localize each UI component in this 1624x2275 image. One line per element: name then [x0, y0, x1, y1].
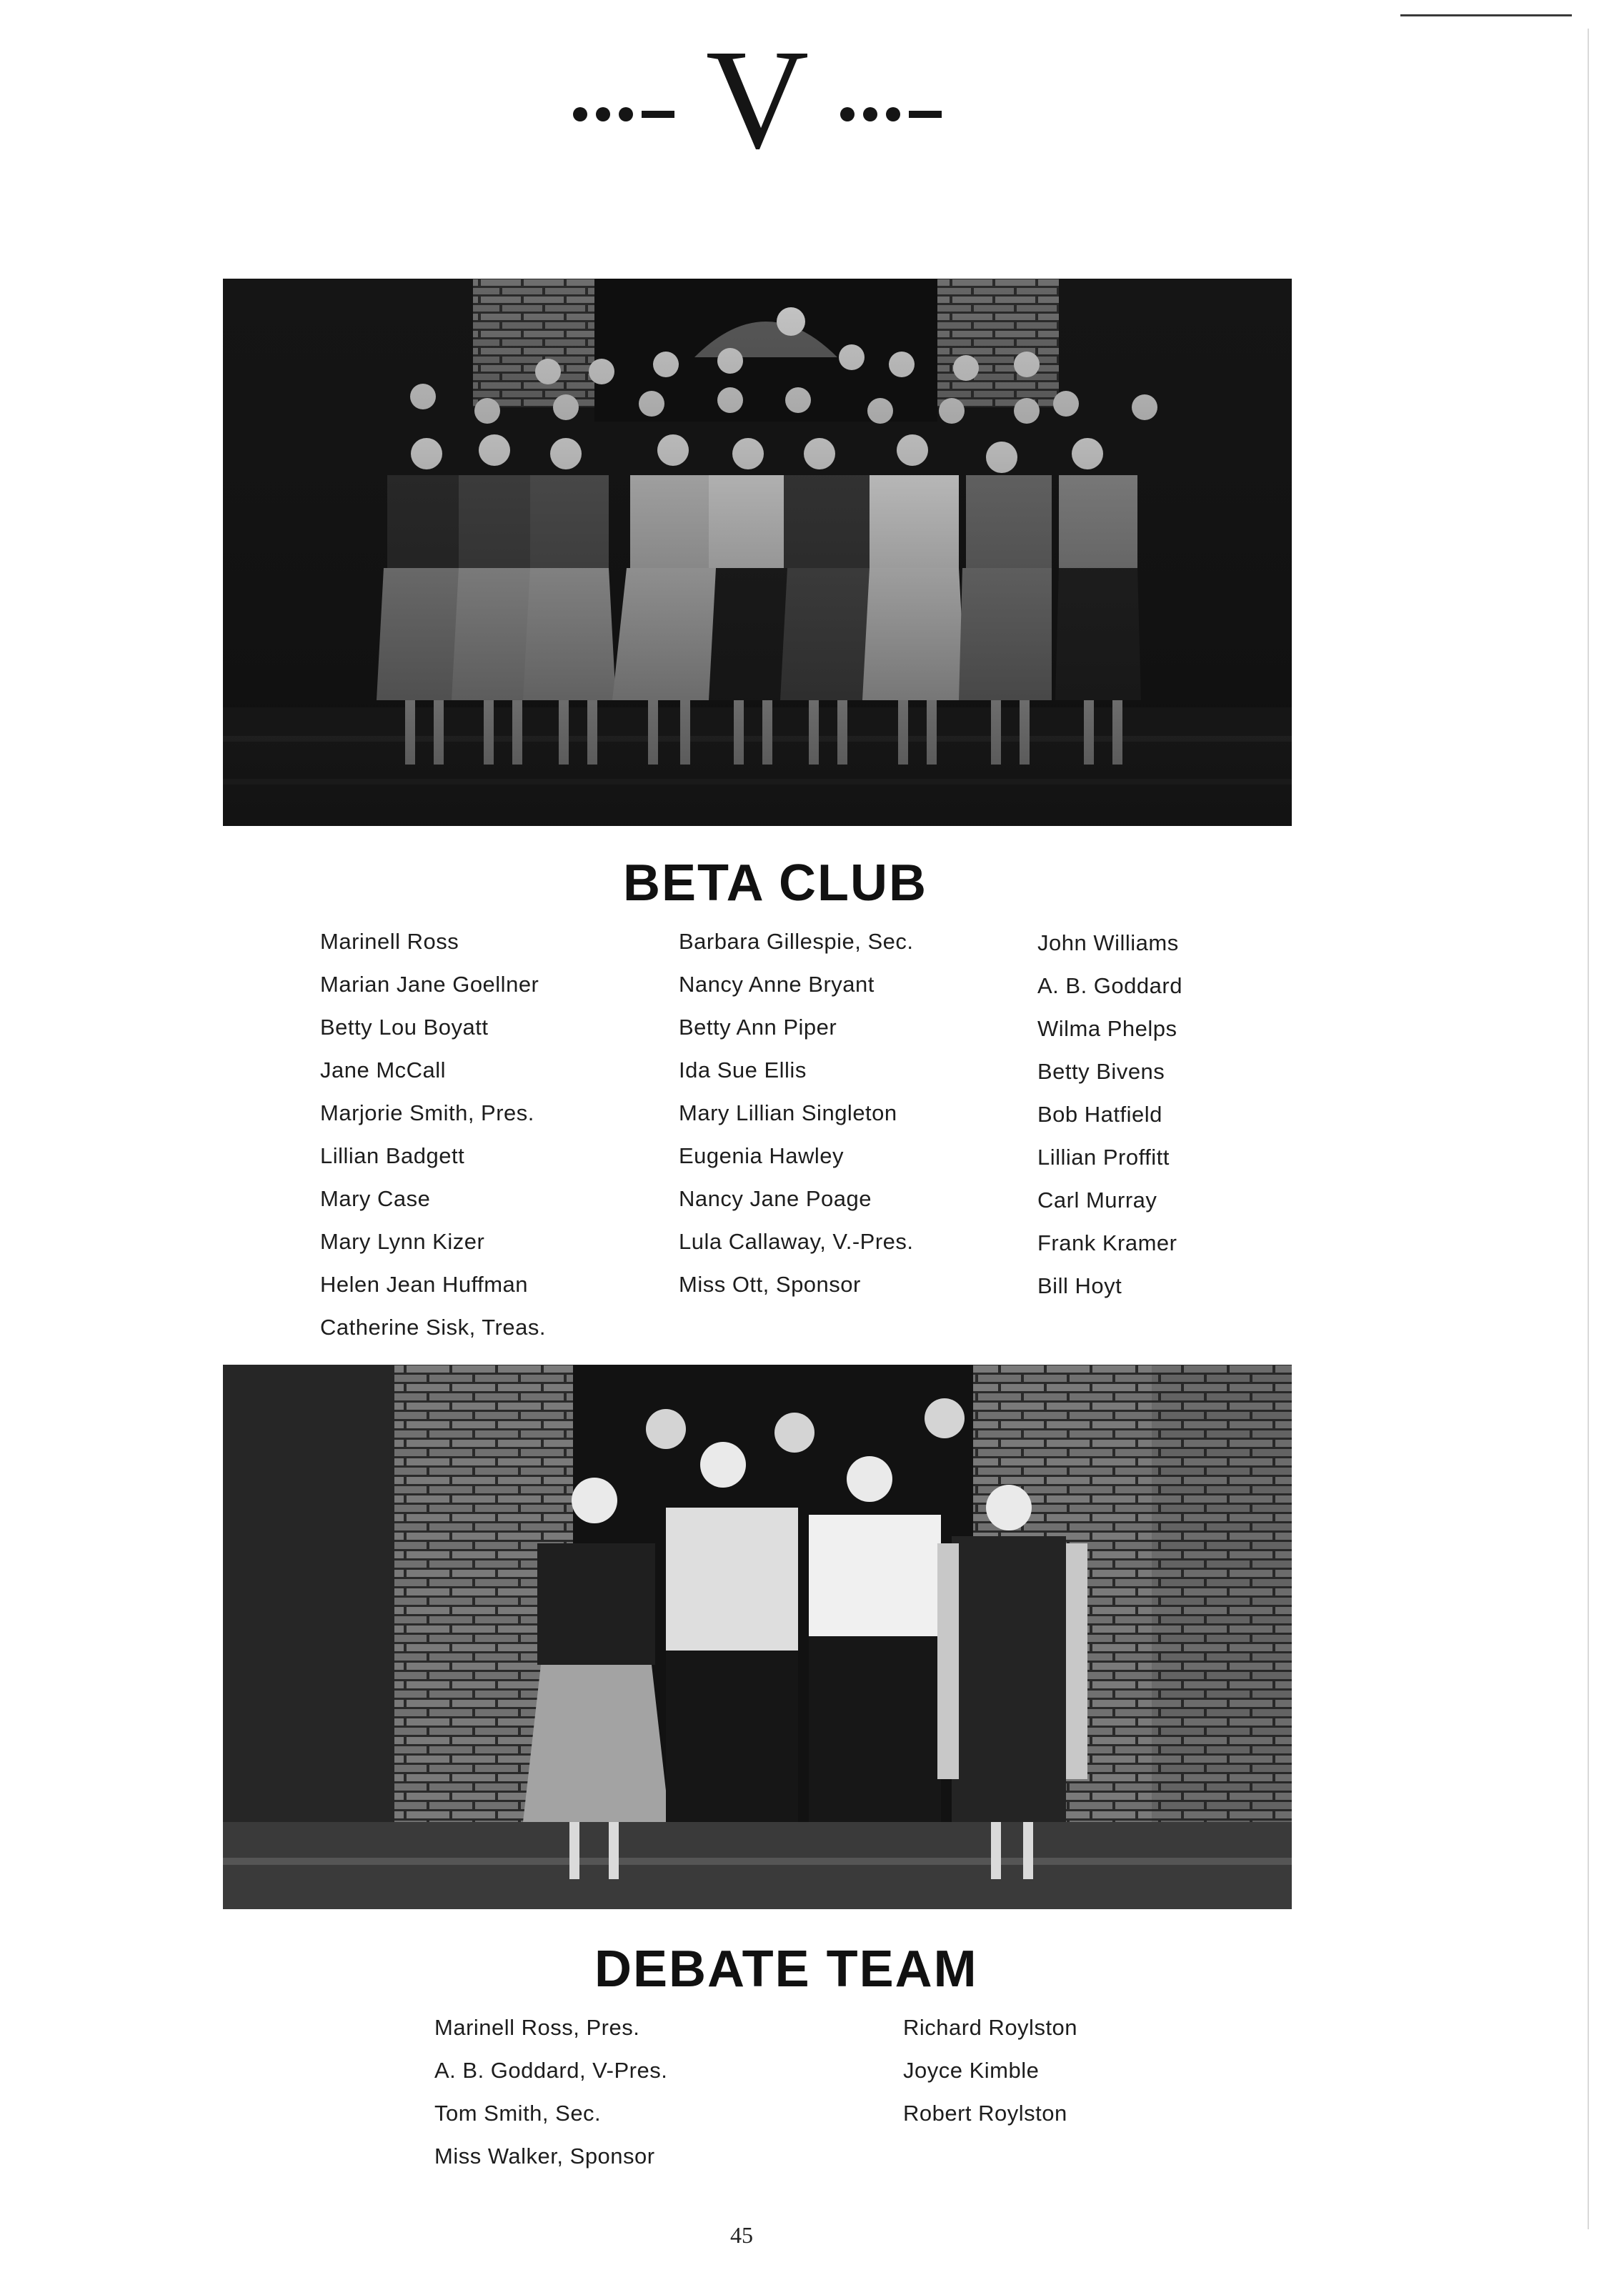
member-name: Wilma Phelps	[1037, 1016, 1177, 1041]
member-name: Mary Case	[320, 1186, 431, 1211]
member-name: Eugenia Hawley	[679, 1143, 845, 1168]
debate-team-group-photo	[223, 1365, 1292, 1909]
member-name: Robert Roylston	[903, 2101, 1067, 2126]
morse-code-left	[573, 107, 674, 121]
member-name: A. B. Goddard	[1037, 973, 1182, 998]
member-name: Marinell Ross, Pres.	[434, 2015, 640, 2040]
member-name: Lillian Badgett	[320, 1143, 465, 1168]
debate-team-title: DEBATE TEAM	[594, 1941, 978, 1998]
member-name: Mary Lynn Kizer	[320, 1229, 485, 1254]
beta-club-names-column-2	[679, 920, 914, 1306]
member-name: Tom Smith, Sec.	[434, 2101, 602, 2126]
member-name: Carl Murray	[1037, 1188, 1157, 1213]
page-edge-line	[1400, 14, 1572, 16]
morse-dot	[886, 107, 900, 121]
member-name: Barbara Gillespie, Sec.	[679, 929, 914, 954]
page-edge-shadow	[1588, 29, 1589, 2229]
member-name: Bill Hoyt	[1037, 1273, 1122, 1298]
victory-v-letter: V	[705, 21, 809, 179]
member-name: Nancy Anne Bryant	[679, 972, 875, 997]
member-name: Miss Ott, Sponsor	[679, 1272, 861, 1297]
member-name: Marjorie Smith, Pres.	[320, 1100, 534, 1125]
page-number: 45	[730, 2222, 753, 2248]
beta-club-names-column-3	[1037, 922, 1182, 1308]
member-name: Lillian Proffitt	[1037, 1145, 1170, 1170]
morse-dash	[642, 111, 674, 118]
morse-dot	[573, 107, 587, 121]
member-name: Jane McCall	[320, 1057, 447, 1082]
morse-dash	[909, 111, 942, 118]
morse-code-right	[840, 107, 942, 121]
beta-club-title: BETA CLUB	[623, 855, 927, 912]
member-name: Joyce Kimble	[903, 2058, 1040, 2083]
morse-dot	[863, 107, 877, 121]
beta-club-photo-art	[223, 279, 1292, 826]
beta-club-names-column-1	[320, 920, 546, 1349]
member-name: Helen Jean Huffman	[320, 1272, 529, 1297]
member-name: Richard Roylston	[903, 2015, 1078, 2040]
debate-team-names-column-1	[434, 2006, 667, 2178]
member-name: Betty Lou Boyatt	[320, 1015, 489, 1040]
member-name: Nancy Jane Poage	[679, 1186, 872, 1211]
beta-club-group-photo	[223, 279, 1292, 826]
member-name: Frank Kramer	[1037, 1230, 1177, 1255]
member-name: Lula Callaway, V.-Pres.	[679, 1229, 914, 1254]
member-name: Marinell Ross	[320, 929, 459, 954]
debate-team-photo-art	[223, 1365, 1292, 1909]
debate-team-names-column-2	[903, 2006, 1077, 2135]
member-name: Miss Walker, Sponsor	[434, 2144, 655, 2169]
morse-dot	[596, 107, 610, 121]
member-name: Bob Hatfield	[1037, 1102, 1162, 1127]
member-name: A. B. Goddard, V-Pres.	[434, 2058, 668, 2083]
member-name: Catherine Sisk, Treas.	[320, 1315, 546, 1340]
member-name: Betty Ann Piper	[679, 1015, 837, 1040]
member-name: Betty Bivens	[1037, 1059, 1165, 1084]
morse-dot	[619, 107, 633, 121]
member-name: Mary Lillian Singleton	[679, 1100, 897, 1125]
member-name: Ida Sue Ellis	[679, 1057, 807, 1082]
victory-v-emblem	[529, 21, 986, 179]
member-name: John Williams	[1037, 930, 1179, 955]
member-name: Marian Jane Goellner	[320, 972, 539, 997]
morse-dot	[840, 107, 855, 121]
